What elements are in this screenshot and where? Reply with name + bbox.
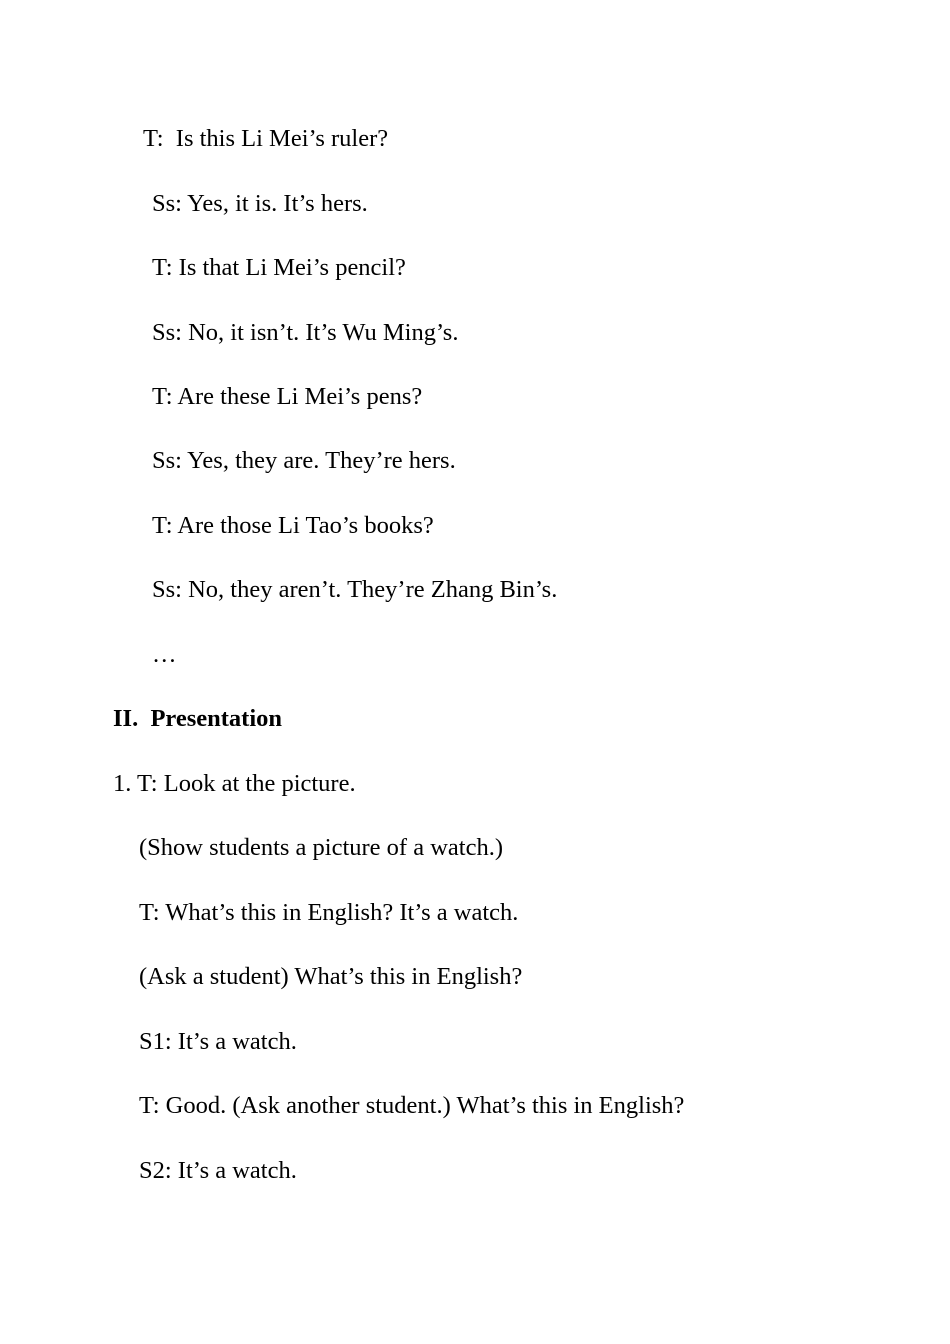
dialogue-line-7: T: Are those Li Tao’s books? [152, 512, 434, 539]
dialogue-line-2: Ss: Yes, it is. It’s hers. [152, 190, 368, 217]
dialogue-line-1: T: Is this Li Mei’s ruler? [143, 125, 389, 152]
dialogue-ellipsis: … [152, 641, 177, 668]
presentation-line-1: (Show students a picture of a watch.) [139, 834, 503, 861]
dialogue-line-5: T: Are these Li Mei’s pens? [152, 383, 423, 410]
dialogue-line-3: T: Is that Li Mei’s pencil? [152, 254, 406, 281]
section-heading-presentation: II. Presentation [113, 705, 282, 732]
dialogue-line-8: Ss: No, they aren’t. They’re Zhang Bin’s. [152, 576, 558, 603]
presentation-item-1-first-line: 1. T: Look at the picture. [113, 770, 356, 797]
presentation-line-4: S1: It’s a watch. [139, 1028, 297, 1055]
presentation-line-5: T: Good. (Ask another student.) What’s this in English? [139, 1092, 685, 1119]
presentation-line-2: T: What’s this in English? It’s a watch. [139, 899, 519, 926]
dialogue-line-6: Ss: Yes, they are. They’re hers. [152, 447, 456, 474]
presentation-line-6: S2: It’s a watch. [139, 1157, 297, 1184]
presentation-line-3: (Ask a student) What’s this in English? [139, 963, 523, 990]
dialogue-line-4: Ss: No, it isn’t. It’s Wu Ming’s. [152, 319, 459, 346]
